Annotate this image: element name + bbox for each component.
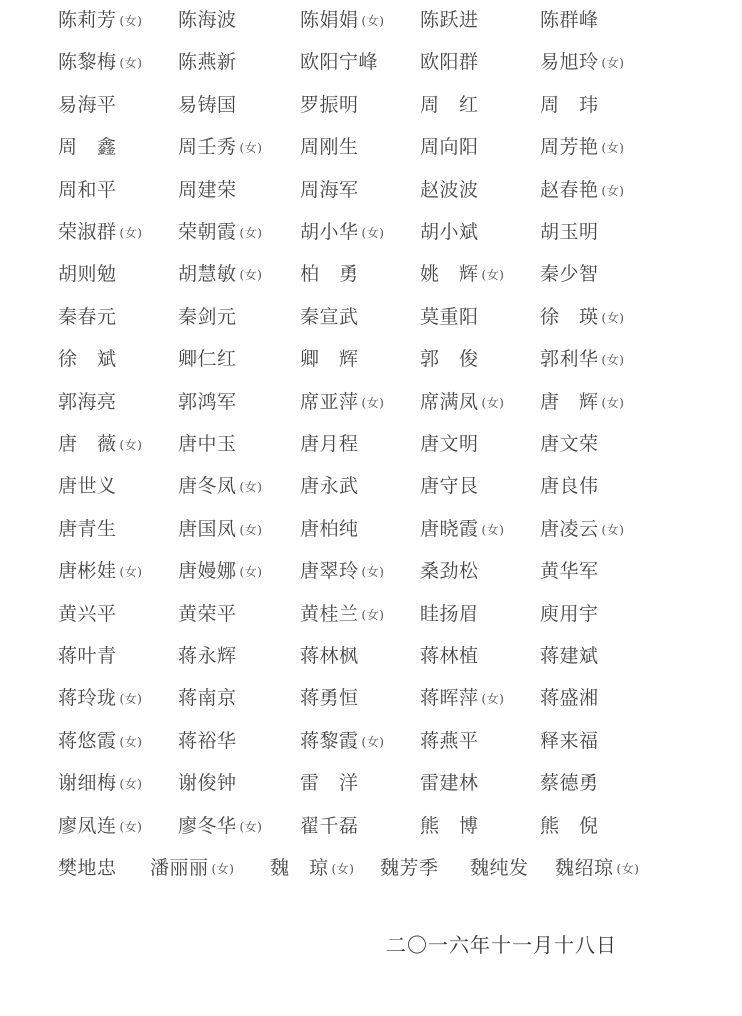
person-name: 姚 辉 bbox=[420, 263, 479, 286]
female-mark: (女) bbox=[481, 522, 505, 537]
name-entry bbox=[300, 683, 359, 713]
person-name: 秦剑元 bbox=[178, 305, 237, 328]
name-entry bbox=[540, 217, 599, 247]
person-name: 谢俊钟 bbox=[178, 772, 237, 795]
person-name: 徐 斌 bbox=[58, 348, 117, 371]
person-name: 陈黎梅 bbox=[58, 51, 117, 74]
name-entry bbox=[540, 599, 599, 629]
person-name: 周向阳 bbox=[420, 136, 479, 159]
person-name: 蒋盛湘 bbox=[540, 687, 599, 710]
name-entry bbox=[420, 217, 479, 247]
female-mark: (女) bbox=[481, 692, 505, 707]
name-entry bbox=[58, 302, 117, 332]
person-name: 唐冬凤 bbox=[178, 475, 237, 498]
name-entry bbox=[420, 726, 479, 756]
female-mark: (女) bbox=[601, 141, 625, 156]
person-name: 廖冬华 bbox=[178, 814, 237, 837]
name-entry bbox=[178, 683, 237, 713]
name-entry bbox=[420, 599, 479, 629]
name-entry bbox=[420, 429, 479, 459]
name-entry bbox=[58, 175, 117, 205]
person-name: 郭海亮 bbox=[58, 390, 117, 413]
female-mark: (女) bbox=[361, 226, 385, 240]
person-name: 樊地忠 bbox=[58, 857, 117, 879]
person-name: 蒋悠霞 bbox=[58, 729, 117, 752]
person-name: 唐文荣 bbox=[540, 433, 599, 455]
name-entry bbox=[420, 47, 479, 77]
name-row bbox=[0, 132, 742, 162]
female-mark: (女) bbox=[601, 183, 625, 198]
person-name: 秦宣武 bbox=[300, 305, 359, 328]
person-name: 蒋建斌 bbox=[540, 645, 599, 667]
name-entry bbox=[58, 556, 142, 587]
person-name: 唐彬娃 bbox=[58, 560, 117, 583]
person-name: 周芳艳 bbox=[540, 136, 599, 159]
name-entry bbox=[540, 132, 624, 163]
name-row bbox=[0, 853, 742, 883]
person-name: 周壬秀 bbox=[178, 136, 237, 159]
name-entry bbox=[300, 90, 359, 120]
person-name: 秦春元 bbox=[58, 305, 117, 328]
name-entry bbox=[178, 259, 262, 290]
name-entry bbox=[300, 387, 384, 418]
person-name: 眭扬眉 bbox=[420, 602, 479, 625]
name-entry bbox=[58, 344, 117, 374]
name-entry bbox=[420, 344, 479, 374]
name-entry bbox=[178, 387, 237, 417]
person-name: 唐晓霞 bbox=[420, 517, 479, 540]
female-mark: (女) bbox=[601, 395, 625, 410]
person-name: 陈海波 bbox=[178, 9, 237, 31]
person-name: 胡小华 bbox=[300, 221, 359, 243]
person-name: 唐 薇 bbox=[58, 433, 117, 455]
name-row bbox=[0, 599, 742, 629]
female-mark: (女) bbox=[119, 565, 143, 580]
name-entry bbox=[420, 683, 504, 714]
name-entry bbox=[540, 514, 624, 545]
person-name: 周海军 bbox=[300, 178, 359, 201]
person-name: 席满凤 bbox=[420, 390, 479, 413]
person-name: 蒋叶青 bbox=[58, 645, 117, 667]
person-name: 魏纯发 bbox=[470, 857, 529, 879]
person-name: 蒋永辉 bbox=[178, 645, 237, 667]
person-name: 唐月程 bbox=[300, 433, 359, 455]
female-mark: (女) bbox=[119, 14, 143, 28]
name-entry bbox=[178, 641, 237, 671]
name-entry bbox=[300, 599, 384, 630]
name-entry bbox=[178, 302, 237, 332]
female-mark: (女) bbox=[239, 226, 263, 240]
name-entry bbox=[178, 556, 262, 587]
name-entry bbox=[178, 132, 262, 163]
person-name: 唐良伟 bbox=[540, 475, 599, 498]
person-name: 陈莉芳 bbox=[58, 9, 117, 31]
person-name: 唐守艮 bbox=[420, 475, 479, 498]
name-entry bbox=[58, 641, 117, 671]
name-entry bbox=[540, 471, 599, 501]
person-name: 雷 洋 bbox=[300, 772, 359, 795]
person-name: 唐嫚娜 bbox=[178, 560, 237, 583]
name-entry bbox=[58, 853, 117, 883]
female-mark: (女) bbox=[119, 777, 143, 792]
person-name: 周 红 bbox=[420, 93, 479, 116]
name-entry bbox=[300, 259, 359, 289]
name-entry bbox=[420, 641, 479, 671]
name-entry bbox=[420, 768, 479, 798]
person-name: 欧阳群 bbox=[420, 51, 479, 74]
person-name: 黄桂兰 bbox=[300, 602, 359, 625]
name-entry bbox=[540, 387, 624, 418]
person-name: 唐凌云 bbox=[540, 517, 599, 540]
name-entry bbox=[300, 514, 359, 544]
person-name: 唐柏纯 bbox=[300, 517, 359, 540]
female-mark: (女) bbox=[119, 734, 143, 749]
name-entry bbox=[300, 175, 359, 205]
name-row bbox=[0, 217, 742, 247]
name-entry bbox=[300, 429, 359, 459]
name-entry bbox=[58, 514, 117, 544]
female-mark: (女) bbox=[239, 480, 263, 495]
name-row bbox=[0, 302, 742, 332]
female-mark: (女) bbox=[239, 819, 263, 834]
person-name: 周刚生 bbox=[300, 136, 359, 159]
person-name: 蒋林植 bbox=[420, 645, 479, 667]
person-name: 蒋林枫 bbox=[300, 645, 359, 667]
female-mark: (女) bbox=[601, 56, 625, 71]
name-entry bbox=[540, 429, 599, 459]
person-name: 蒋燕平 bbox=[420, 729, 479, 752]
name-entry bbox=[178, 90, 237, 120]
female-mark: (女) bbox=[119, 56, 143, 71]
name-entry bbox=[300, 641, 359, 671]
person-name: 蒋玲珑 bbox=[58, 687, 117, 710]
female-mark: (女) bbox=[211, 862, 235, 876]
female-mark: (女) bbox=[239, 522, 263, 537]
name-entry bbox=[300, 344, 359, 374]
name-row bbox=[0, 387, 742, 417]
name-entry bbox=[58, 811, 142, 842]
person-name: 徐 瑛 bbox=[540, 305, 599, 328]
name-entry bbox=[178, 217, 262, 248]
female-mark: (女) bbox=[481, 268, 505, 283]
person-name: 秦少智 bbox=[540, 263, 599, 286]
name-row bbox=[0, 429, 742, 459]
name-row bbox=[0, 641, 742, 671]
name-entry bbox=[300, 726, 384, 757]
person-name: 郭鸿军 bbox=[178, 390, 237, 413]
person-name: 黄兴平 bbox=[58, 602, 117, 625]
person-name: 陈娟娟 bbox=[300, 9, 359, 31]
name-entry bbox=[178, 471, 262, 502]
female-mark: (女) bbox=[119, 438, 143, 452]
name-row bbox=[0, 726, 742, 756]
name-entry bbox=[540, 47, 624, 78]
female-mark: (女) bbox=[239, 268, 263, 283]
name-entry bbox=[420, 5, 479, 35]
female-mark: (女) bbox=[601, 522, 625, 537]
person-name: 蒋勇恒 bbox=[300, 687, 359, 710]
name-entry bbox=[540, 683, 599, 713]
person-name: 陈燕新 bbox=[178, 51, 237, 74]
name-entry bbox=[540, 768, 599, 798]
name-entry bbox=[540, 556, 599, 586]
name-entry bbox=[58, 768, 142, 799]
name-entry bbox=[300, 217, 384, 248]
female-mark: (女) bbox=[331, 862, 355, 876]
person-name: 胡慧敏 bbox=[178, 263, 237, 286]
name-entry bbox=[58, 726, 142, 757]
name-entry bbox=[420, 556, 479, 586]
name-entry bbox=[300, 132, 359, 162]
person-name: 释来福 bbox=[540, 729, 599, 752]
name-entry bbox=[178, 514, 262, 545]
person-name: 潘丽丽 bbox=[150, 857, 209, 879]
name-row bbox=[0, 471, 742, 501]
person-name: 易旭玲 bbox=[540, 51, 599, 74]
person-name: 廖凤连 bbox=[58, 814, 117, 837]
female-mark: (女) bbox=[601, 310, 625, 325]
name-entry bbox=[178, 47, 237, 77]
name-row bbox=[0, 768, 742, 798]
name-entry bbox=[380, 853, 439, 883]
name-entry bbox=[178, 726, 237, 756]
person-name: 蔡德勇 bbox=[540, 772, 599, 795]
name-entry bbox=[58, 5, 142, 36]
female-mark: (女) bbox=[239, 565, 263, 580]
person-name: 雷建林 bbox=[420, 772, 479, 795]
name-entry bbox=[540, 175, 624, 206]
name-row bbox=[0, 90, 742, 120]
name-entry bbox=[540, 641, 599, 671]
name-row bbox=[0, 47, 742, 77]
female-mark: (女) bbox=[119, 819, 143, 834]
person-name: 欧阳宁峰 bbox=[300, 51, 379, 74]
person-name: 荣淑群 bbox=[58, 221, 117, 243]
person-name: 周 玮 bbox=[540, 93, 599, 116]
name-entry bbox=[58, 217, 142, 248]
person-name: 翟千磊 bbox=[300, 814, 359, 837]
female-mark: (女) bbox=[361, 607, 385, 622]
person-name: 唐国凤 bbox=[178, 517, 237, 540]
person-name: 唐中玉 bbox=[178, 433, 237, 455]
name-entry bbox=[150, 853, 234, 884]
person-name: 易铸国 bbox=[178, 93, 237, 116]
name-entry bbox=[178, 175, 237, 205]
person-name: 陈群峰 bbox=[540, 9, 599, 31]
person-name: 罗振明 bbox=[300, 93, 359, 116]
name-entry bbox=[420, 302, 479, 332]
person-name: 蒋晖萍 bbox=[420, 687, 479, 710]
person-name: 周和平 bbox=[58, 178, 117, 201]
name-entry bbox=[555, 853, 639, 884]
name-entry bbox=[300, 556, 384, 587]
person-name: 黄华军 bbox=[540, 560, 599, 583]
person-name: 蒋黎霞 bbox=[300, 729, 359, 752]
person-name: 周 鑫 bbox=[58, 136, 117, 159]
person-name: 谢细梅 bbox=[58, 772, 117, 795]
name-entry bbox=[540, 302, 624, 333]
name-row bbox=[0, 175, 742, 205]
person-name: 胡则勉 bbox=[58, 263, 117, 286]
person-name: 易海平 bbox=[58, 93, 117, 116]
person-name: 熊 倪 bbox=[540, 814, 599, 837]
person-name: 郭利华 bbox=[540, 348, 599, 371]
person-name: 魏 琼 bbox=[270, 857, 329, 879]
name-row bbox=[0, 5, 742, 35]
name-entry bbox=[58, 47, 142, 78]
name-entry bbox=[540, 5, 599, 35]
person-name: 魏绍琼 bbox=[555, 857, 614, 879]
name-entry bbox=[58, 90, 117, 120]
name-entry bbox=[178, 5, 237, 35]
person-name: 唐青生 bbox=[58, 517, 117, 540]
name-entry bbox=[420, 514, 504, 545]
female-mark: (女) bbox=[616, 862, 640, 876]
name-row bbox=[0, 683, 742, 713]
person-name: 荣朝霞 bbox=[178, 221, 237, 243]
name-entry bbox=[420, 175, 479, 205]
name-entry bbox=[540, 259, 599, 289]
name-entry bbox=[178, 429, 237, 459]
name-entry bbox=[58, 387, 117, 417]
name-entry bbox=[178, 768, 237, 798]
person-name: 蒋南京 bbox=[178, 687, 237, 710]
name-entry bbox=[58, 259, 117, 289]
name-entry bbox=[420, 471, 479, 501]
female-mark: (女) bbox=[361, 565, 385, 580]
name-row bbox=[0, 259, 742, 289]
person-name: 周建荣 bbox=[178, 178, 237, 201]
name-entry bbox=[300, 302, 359, 332]
person-name: 莫重阳 bbox=[420, 305, 479, 328]
name-entry bbox=[420, 259, 504, 290]
person-name: 胡玉明 bbox=[540, 221, 599, 243]
name-entry bbox=[58, 471, 117, 501]
person-name: 唐永武 bbox=[300, 475, 359, 498]
name-row bbox=[0, 514, 742, 544]
person-name: 魏芳季 bbox=[380, 857, 439, 879]
name-entry bbox=[270, 853, 354, 884]
name-entry bbox=[58, 599, 117, 629]
name-entry bbox=[300, 5, 384, 36]
name-row bbox=[0, 811, 742, 841]
female-mark: (女) bbox=[361, 734, 385, 749]
person-name: 陈跃进 bbox=[420, 9, 479, 31]
female-mark: (女) bbox=[239, 141, 263, 156]
name-entry bbox=[420, 387, 504, 418]
person-name: 赵波波 bbox=[420, 178, 479, 201]
person-name: 熊 博 bbox=[420, 814, 479, 837]
person-name: 胡小斌 bbox=[420, 221, 479, 243]
name-entry bbox=[540, 344, 624, 375]
female-mark: (女) bbox=[119, 692, 143, 707]
name-entry bbox=[300, 768, 359, 798]
name-entry bbox=[300, 811, 359, 841]
person-name: 赵春艳 bbox=[540, 178, 599, 201]
name-entry bbox=[178, 599, 237, 629]
name-entry bbox=[178, 811, 262, 842]
person-name: 卿 辉 bbox=[300, 348, 359, 371]
name-entry bbox=[540, 90, 599, 120]
name-entry bbox=[300, 47, 378, 77]
person-name: 郭 俊 bbox=[420, 348, 479, 371]
person-name: 唐翠玲 bbox=[300, 560, 359, 583]
female-mark: (女) bbox=[361, 395, 385, 410]
person-name: 黄荣平 bbox=[178, 602, 237, 625]
name-entry bbox=[58, 132, 117, 162]
person-name: 庾用宇 bbox=[540, 602, 599, 625]
name-row bbox=[0, 556, 742, 586]
name-entry bbox=[540, 726, 599, 756]
name-entry bbox=[58, 683, 142, 714]
person-name: 席亚萍 bbox=[300, 390, 359, 413]
name-row bbox=[0, 344, 742, 374]
name-entry bbox=[420, 132, 479, 162]
person-name: 桑劲松 bbox=[420, 560, 479, 583]
name-entry bbox=[420, 811, 479, 841]
female-mark: (女) bbox=[119, 226, 143, 240]
person-name: 唐文明 bbox=[420, 433, 479, 455]
person-name: 唐世义 bbox=[58, 475, 117, 498]
person-name: 卿仁红 bbox=[178, 348, 237, 371]
name-entry bbox=[540, 811, 599, 841]
name-entry bbox=[420, 90, 479, 120]
name-entry bbox=[58, 429, 142, 460]
person-name: 唐 辉 bbox=[540, 390, 599, 413]
document-date: 二〇一六年十一月十八日 bbox=[386, 933, 617, 957]
name-entry bbox=[178, 344, 237, 374]
name-entry bbox=[470, 853, 529, 883]
person-name: 蒋裕华 bbox=[178, 729, 237, 752]
name-entry bbox=[300, 471, 359, 501]
person-name: 柏 勇 bbox=[300, 263, 359, 286]
female-mark: (女) bbox=[361, 14, 385, 28]
female-mark: (女) bbox=[481, 395, 505, 410]
female-mark: (女) bbox=[601, 353, 625, 368]
